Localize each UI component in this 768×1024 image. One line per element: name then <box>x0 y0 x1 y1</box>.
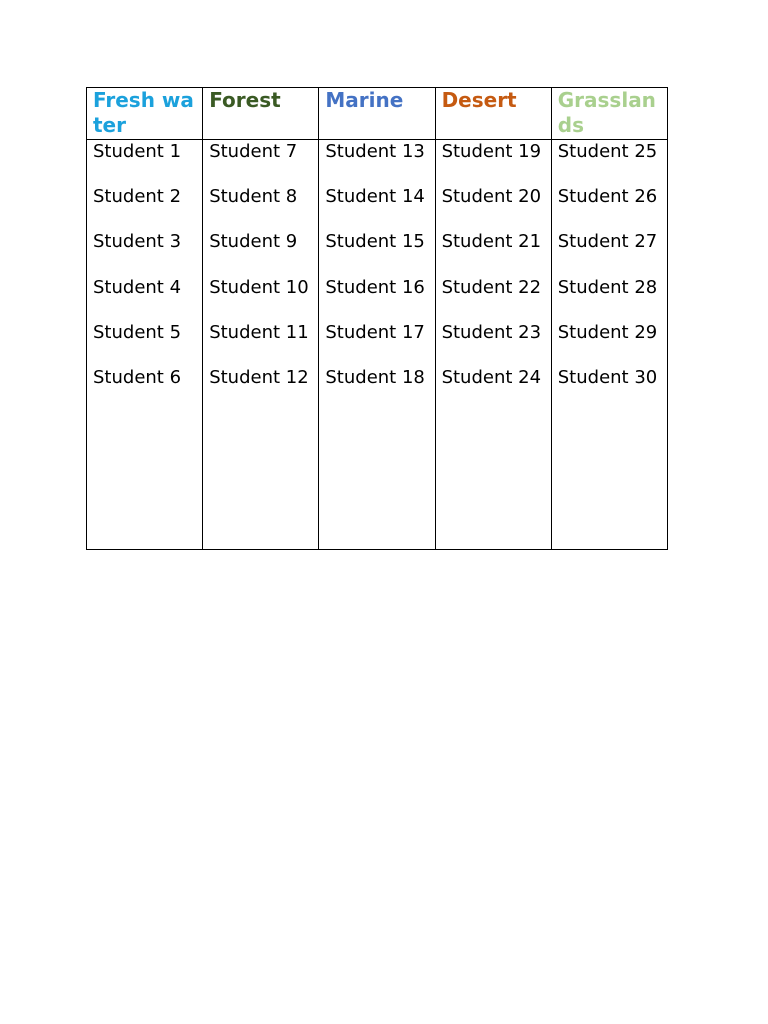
header-forest: Forest <box>203 88 319 140</box>
list-item: Student 15 <box>325 231 425 253</box>
list-item: Student 10 <box>209 276 309 298</box>
student-list <box>209 141 312 390</box>
list-item: Student 26 <box>557 186 658 208</box>
list-item: Student 2 <box>93 186 182 208</box>
header-row <box>87 88 668 140</box>
list-item: Student 12 <box>209 366 309 388</box>
biome-student-table <box>86 87 668 550</box>
list-item: Student 18 <box>325 366 425 388</box>
student-list <box>558 141 661 390</box>
grasslands-students-cell <box>551 140 667 550</box>
fresh-water-students-cell <box>87 140 203 550</box>
list-item: Student 21 <box>441 231 542 253</box>
list-item: Student 30 <box>557 366 658 388</box>
list-item: Student 22 <box>441 276 542 298</box>
list-item: Student 29 <box>557 321 658 343</box>
list-item: Student 24 <box>441 366 542 388</box>
student-list <box>325 141 428 390</box>
list-item: Student 1 <box>93 141 182 162</box>
list-item: Student 9 <box>209 231 298 253</box>
list-item: Student 13 <box>325 141 425 162</box>
header-fresh-water: Fresh water <box>87 88 203 140</box>
list-item: Student 19 <box>441 141 542 162</box>
list-item: Student 23 <box>441 321 542 343</box>
list-item: Student 25 <box>557 141 658 162</box>
forest-students-cell <box>203 140 319 550</box>
header-grasslands: Grasslands <box>551 88 667 140</box>
list-item: Student 3 <box>93 231 182 253</box>
list-item: Student 11 <box>209 321 309 343</box>
list-item: Student 5 <box>93 321 182 343</box>
student-list <box>442 141 545 390</box>
student-row <box>87 140 668 550</box>
list-item: Student 6 <box>93 366 182 388</box>
list-item: Student 4 <box>93 276 182 298</box>
list-item: Student 7 <box>209 141 298 162</box>
marine-students-cell <box>319 140 435 550</box>
list-item: Student 8 <box>209 186 298 208</box>
list-item: Student 28 <box>557 276 658 298</box>
list-item: Student 17 <box>325 321 425 343</box>
student-list <box>93 141 196 390</box>
list-item: Student 16 <box>325 276 425 298</box>
list-item: Student 27 <box>557 231 658 253</box>
list-item: Student 14 <box>325 186 425 208</box>
desert-students-cell <box>435 140 551 550</box>
list-item: Student 20 <box>441 186 542 208</box>
header-desert: Desert <box>435 88 551 140</box>
header-marine: Marine <box>319 88 435 140</box>
